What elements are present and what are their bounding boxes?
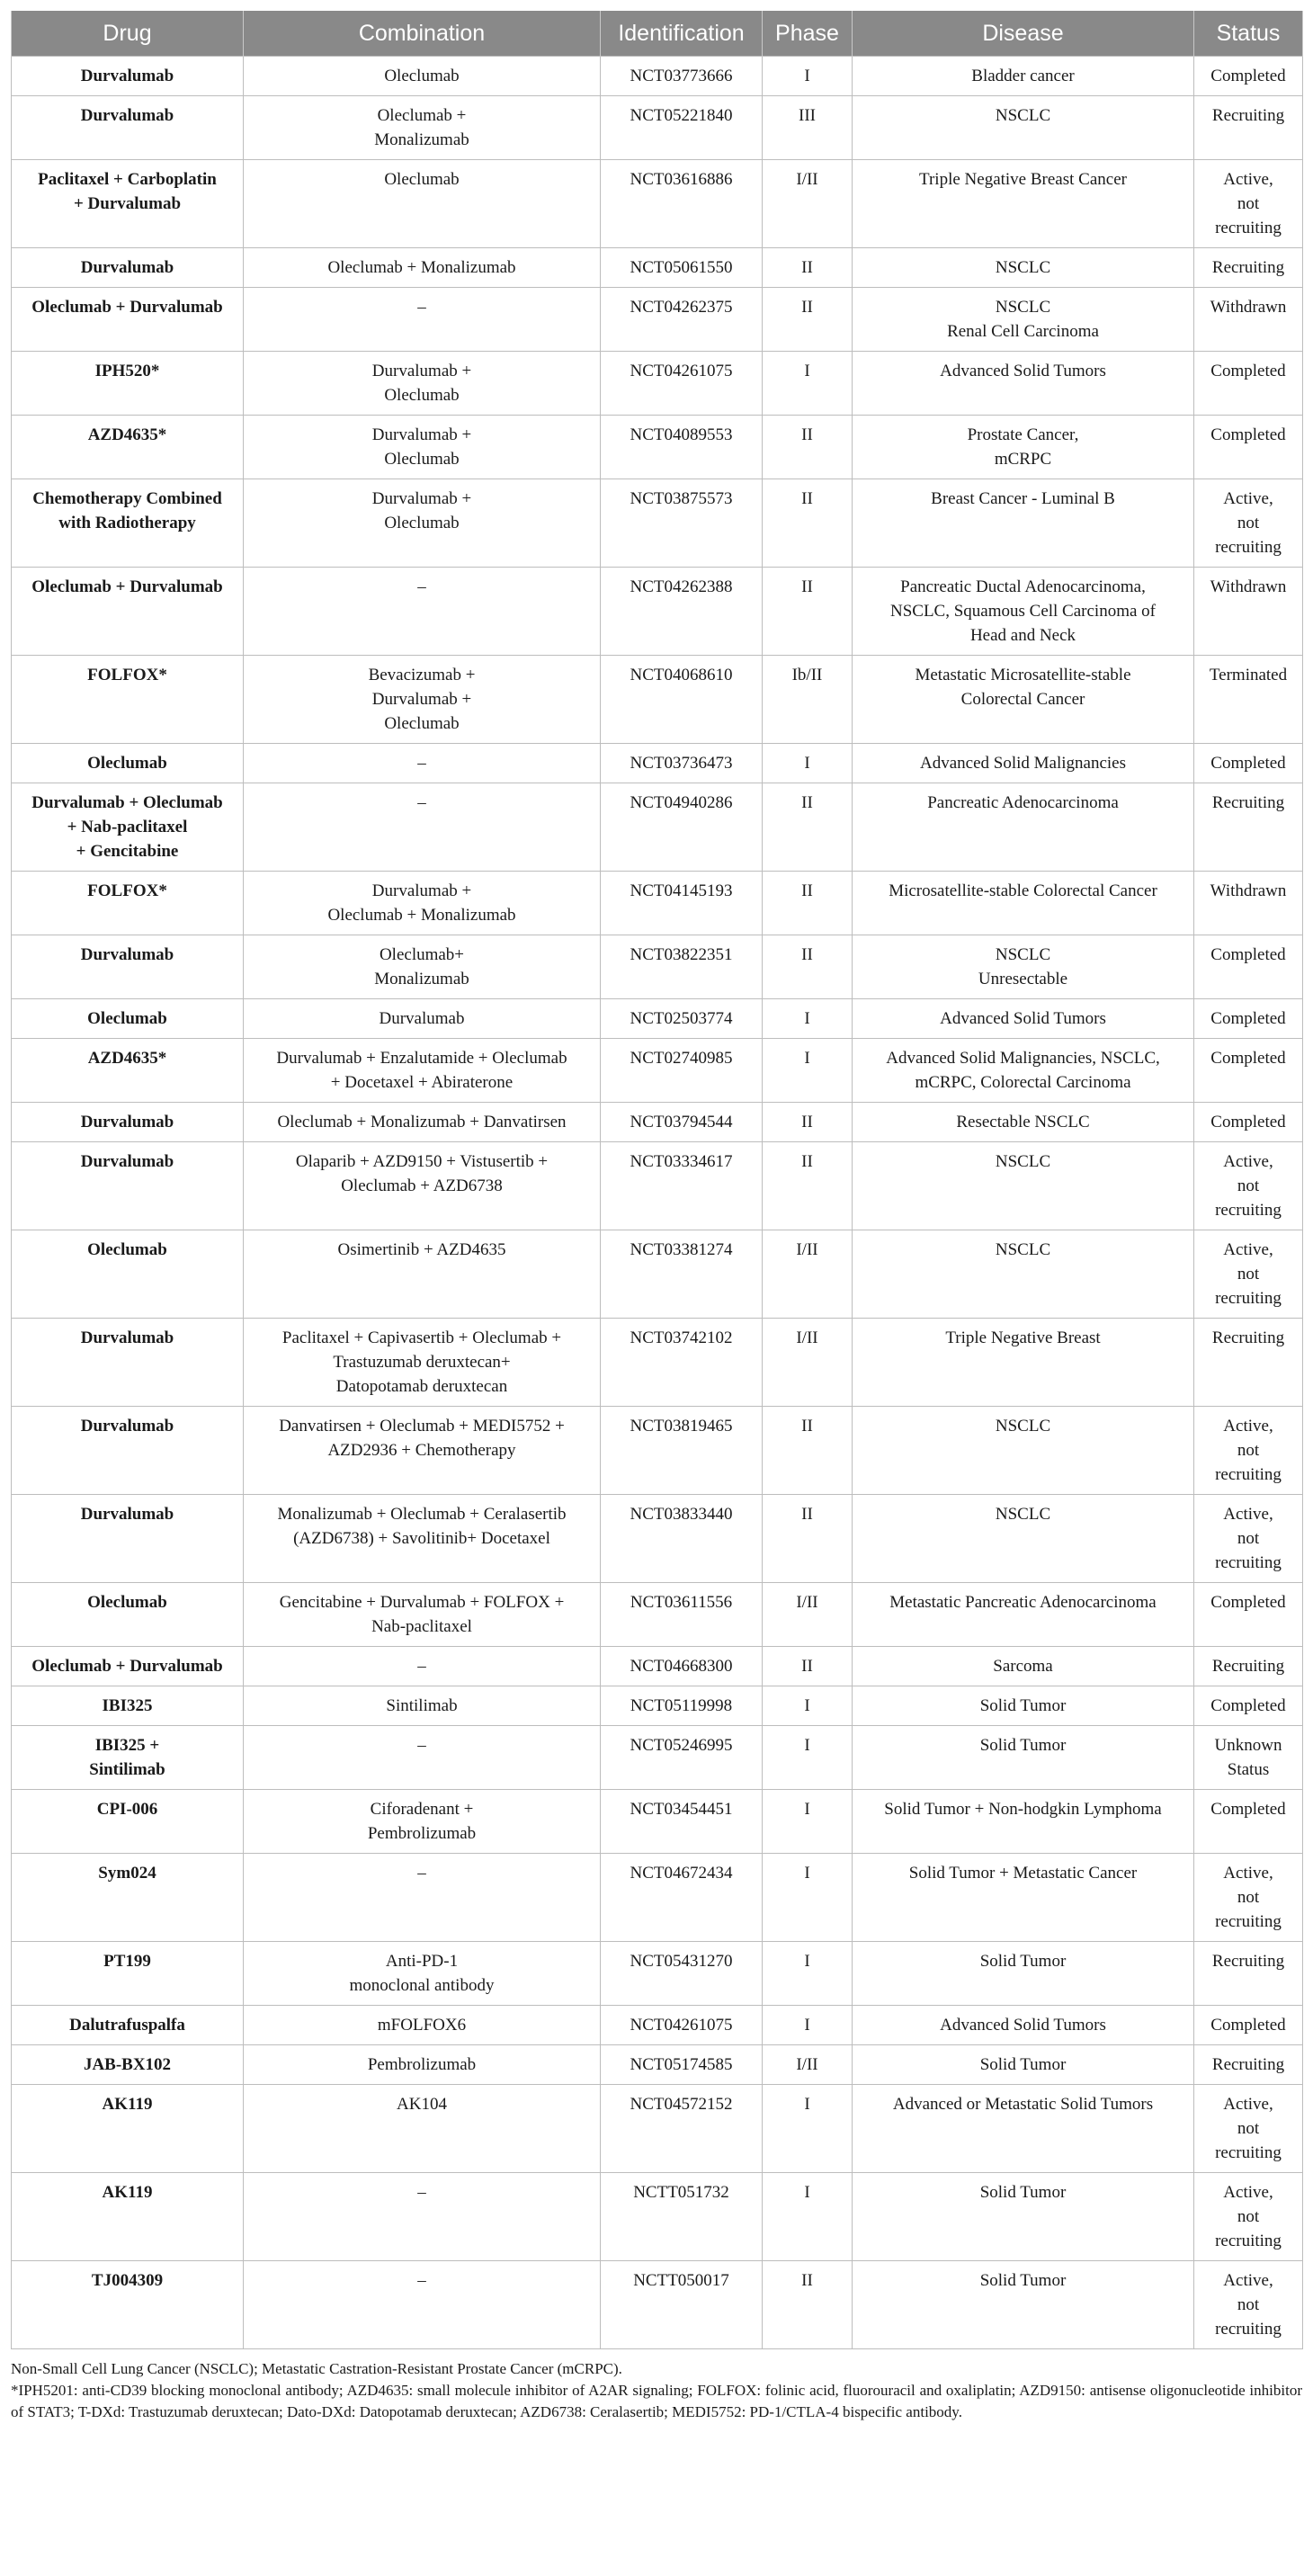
cell-drug: Durvalumab <box>12 1142 244 1230</box>
cell-status: Active, not recruiting <box>1194 160 1303 248</box>
table-row <box>12 1319 1303 1407</box>
column-header-disease: Disease <box>853 11 1194 57</box>
cell-identification: NCT04261075 <box>601 2006 763 2045</box>
cell-phase: II <box>763 1407 853 1495</box>
cell-drug: AZD4635* <box>12 1039 244 1103</box>
cell-drug: IBI325 + Sintilimab <box>12 1726 244 1790</box>
cell-status: Terminated <box>1194 656 1303 744</box>
cell-identification: NCT05061550 <box>601 248 763 288</box>
cell-combination: AK104 <box>244 2085 601 2173</box>
cell-drug: Durvalumab <box>12 96 244 160</box>
cell-combination: Durvalumab + Oleclumab + Monalizumab <box>244 872 601 935</box>
table-row <box>12 783 1303 872</box>
cell-drug: FOLFOX* <box>12 656 244 744</box>
cell-status: Completed <box>1194 352 1303 416</box>
cell-combination: – <box>244 288 601 352</box>
table-row <box>12 2173 1303 2261</box>
cell-identification: NCT03819465 <box>601 1407 763 1495</box>
table-row <box>12 352 1303 416</box>
cell-drug: Oleclumab + Durvalumab <box>12 1647 244 1686</box>
cell-phase: II <box>763 1142 853 1230</box>
cell-combination: Danvatirsen + Oleclumab + MEDI5752 + AZD2936 + Chemotherapy <box>244 1407 601 1495</box>
cell-disease: Advanced Solid Tumors <box>853 2006 1194 2045</box>
cell-drug: AZD4635* <box>12 416 244 479</box>
cell-disease: Microsatellite-stable Colorectal Cancer <box>853 872 1194 935</box>
cell-combination: Sintilimab <box>244 1686 601 1726</box>
cell-combination: Durvalumab + Oleclumab <box>244 479 601 568</box>
cell-disease: Advanced Solid Tumors <box>853 999 1194 1039</box>
cell-identification: NCT05431270 <box>601 1942 763 2006</box>
cell-disease: Metastatic Microsatellite-stable Colorectal Cancer <box>853 656 1194 744</box>
cell-phase: I <box>763 1942 853 2006</box>
cell-disease: Advanced Solid Malignancies <box>853 744 1194 783</box>
cell-phase: I/II <box>763 160 853 248</box>
table-row <box>12 96 1303 160</box>
column-header-identification: Identification <box>601 11 763 57</box>
table-row <box>12 2085 1303 2173</box>
cell-drug: Durvalumab <box>12 1103 244 1142</box>
cell-drug: Durvalumab <box>12 1495 244 1583</box>
cell-drug: FOLFOX* <box>12 872 244 935</box>
cell-combination: Durvalumab + Oleclumab <box>244 352 601 416</box>
cell-status: Active, not recruiting <box>1194 1230 1303 1319</box>
cell-status: Active, not recruiting <box>1194 2261 1303 2349</box>
cell-combination: – <box>244 2173 601 2261</box>
cell-combination: – <box>244 2261 601 2349</box>
cell-disease: NSCLC <box>853 1495 1194 1583</box>
cell-combination: Oleclumab + Monalizumab <box>244 248 601 288</box>
table-row <box>12 1726 1303 1790</box>
cell-combination: Osimertinib + AZD4635 <box>244 1230 601 1319</box>
cell-drug: IPH520* <box>12 352 244 416</box>
cell-status: Recruiting <box>1194 1942 1303 2006</box>
cell-drug: Oleclumab + Durvalumab <box>12 288 244 352</box>
table-row <box>12 416 1303 479</box>
table-row <box>12 2006 1303 2045</box>
cell-identification: NCTT050017 <box>601 2261 763 2349</box>
cell-status: Active, not recruiting <box>1194 479 1303 568</box>
footnote-definitions: *IPH5201: anti-CD39 blocking monoclonal antibody; AZD4635: small molecule inhibitor of A2AR signaling; FOLFOX: folinic acid, fluorouracil and oxaliplatin; AZD9150: antisense oligonucleotide inhibitor of STAT3; T-DXd: Trastuzumab deruxtecan; Dato-DXd: Datopotamab deruxtecan; AZD6738: Ceralasertib; MEDI5752: PD-1/CTLA-4 bispecific antibody. <box>11 2382 1302 2420</box>
cell-status: Recruiting <box>1194 96 1303 160</box>
cell-combination: – <box>244 568 601 656</box>
cell-drug: PT199 <box>12 1942 244 2006</box>
cell-identification: NCTT051732 <box>601 2173 763 2261</box>
cell-disease: Solid Tumor <box>853 1942 1194 2006</box>
cell-drug: Oleclumab + Durvalumab <box>12 568 244 656</box>
cell-disease: NSCLC <box>853 1230 1194 1319</box>
table-row <box>12 1854 1303 1942</box>
cell-status: Withdrawn <box>1194 568 1303 656</box>
cell-disease: NSCLC <box>853 1407 1194 1495</box>
cell-identification: NCT04262375 <box>601 288 763 352</box>
cell-phase: Ib/II <box>763 656 853 744</box>
cell-identification: NCT03794544 <box>601 1103 763 1142</box>
cell-identification: NCT03611556 <box>601 1583 763 1647</box>
cell-combination: Oleclumab <box>244 160 601 248</box>
cell-phase: I <box>763 57 853 96</box>
cell-identification: NCT03773666 <box>601 57 763 96</box>
cell-phase: I <box>763 1726 853 1790</box>
cell-combination: – <box>244 1647 601 1686</box>
table-header <box>12 11 1303 57</box>
cell-combination: Oleclumab <box>244 57 601 96</box>
cell-status: Active, not recruiting <box>1194 1854 1303 1942</box>
cell-drug: Durvalumab <box>12 57 244 96</box>
table-row <box>12 1407 1303 1495</box>
cell-phase: I <box>763 1854 853 1942</box>
cell-drug: AK119 <box>12 2173 244 2261</box>
cell-status: Recruiting <box>1194 1647 1303 1686</box>
clinical-trials-table <box>11 11 1303 2349</box>
cell-phase: II <box>763 568 853 656</box>
cell-identification: NCT04672434 <box>601 1854 763 1942</box>
cell-combination: – <box>244 1726 601 1790</box>
cell-status: Recruiting <box>1194 2045 1303 2085</box>
table-row <box>12 2261 1303 2349</box>
cell-drug: Chemotherapy Combined with Radiotherapy <box>12 479 244 568</box>
cell-status: Withdrawn <box>1194 872 1303 935</box>
cell-phase: II <box>763 1103 853 1142</box>
cell-drug: Durvalumab <box>12 935 244 999</box>
cell-phase: II <box>763 783 853 872</box>
cell-phase: II <box>763 1495 853 1583</box>
cell-disease: Solid Tumor <box>853 1686 1194 1726</box>
cell-drug: Dalutrafuspalfa <box>12 2006 244 2045</box>
cell-disease: NSCLC <box>853 96 1194 160</box>
cell-phase: I <box>763 2085 853 2173</box>
cell-combination: Oleclumab + Monalizumab + Danvatirsen <box>244 1103 601 1142</box>
cell-identification: NCT04262388 <box>601 568 763 656</box>
cell-phase: I/II <box>763 1583 853 1647</box>
cell-drug: Paclitaxel + Carboplatin + Durvalumab <box>12 160 244 248</box>
cell-status: Recruiting <box>1194 248 1303 288</box>
table-row <box>12 1142 1303 1230</box>
cell-identification: NCT03334617 <box>601 1142 763 1230</box>
cell-status: Active, not recruiting <box>1194 1495 1303 1583</box>
cell-combination: Durvalumab + Oleclumab <box>244 416 601 479</box>
cell-disease: Pancreatic Ductal Adenocarcinoma, NSCLC, Squamous Cell Carcinoma of Head and Neck <box>853 568 1194 656</box>
cell-drug: Durvalumab <box>12 248 244 288</box>
cell-phase: II <box>763 1647 853 1686</box>
cell-status: Completed <box>1194 935 1303 999</box>
table-row <box>12 1790 1303 1854</box>
cell-identification: NCT03822351 <box>601 935 763 999</box>
cell-combination: – <box>244 744 601 783</box>
cell-combination: – <box>244 783 601 872</box>
cell-phase: I/II <box>763 1319 853 1407</box>
cell-identification: NCT03616886 <box>601 160 763 248</box>
cell-combination: Durvalumab + Enzalutamide + Oleclumab + Docetaxel + Abiraterone <box>244 1039 601 1103</box>
cell-combination: Olaparib + AZD9150 + Vistusertib + Oleclumab + AZD6738 <box>244 1142 601 1230</box>
cell-phase: I/II <box>763 2045 853 2085</box>
cell-status: Completed <box>1194 1583 1303 1647</box>
cell-status: Completed <box>1194 744 1303 783</box>
cell-drug: CPI-006 <box>12 1790 244 1854</box>
table-row <box>12 160 1303 248</box>
cell-status: Completed <box>1194 2006 1303 2045</box>
cell-combination: – <box>244 1854 601 1942</box>
cell-disease: Pancreatic Adenocarcinoma <box>853 783 1194 872</box>
cell-phase: II <box>763 935 853 999</box>
cell-disease: Advanced or Metastatic Solid Tumors <box>853 2085 1194 2173</box>
table-row <box>12 1686 1303 1726</box>
table-row <box>12 1942 1303 2006</box>
cell-disease: Bladder cancer <box>853 57 1194 96</box>
cell-identification: NCT03736473 <box>601 744 763 783</box>
cell-phase: I/II <box>763 1230 853 1319</box>
cell-identification: NCT03454451 <box>601 1790 763 1854</box>
cell-identification: NCT03833440 <box>601 1495 763 1583</box>
cell-drug: Oleclumab <box>12 1230 244 1319</box>
cell-drug: Sym024 <box>12 1854 244 1942</box>
cell-identification: NCT03381274 <box>601 1230 763 1319</box>
cell-phase: I <box>763 352 853 416</box>
cell-disease: NSCLC <box>853 1142 1194 1230</box>
cell-status: Recruiting <box>1194 1319 1303 1407</box>
cell-status: Active, not recruiting <box>1194 1407 1303 1495</box>
cell-phase: I <box>763 2173 853 2261</box>
cell-drug: JAB-BX102 <box>12 2045 244 2085</box>
cell-status: Completed <box>1194 999 1303 1039</box>
header-row <box>12 11 1303 57</box>
table-row <box>12 1103 1303 1142</box>
cell-phase: I <box>763 1686 853 1726</box>
table-row <box>12 744 1303 783</box>
cell-disease: Sarcoma <box>853 1647 1194 1686</box>
cell-disease: Solid Tumor + Non-hodgkin Lymphoma <box>853 1790 1194 1854</box>
cell-identification: NCT02740985 <box>601 1039 763 1103</box>
column-header-combination: Combination <box>244 11 601 57</box>
cell-phase: III <box>763 96 853 160</box>
cell-disease: Prostate Cancer, mCRPC <box>853 416 1194 479</box>
cell-drug: Oleclumab <box>12 1583 244 1647</box>
cell-identification: NCT05174585 <box>601 2045 763 2085</box>
cell-combination: Anti-PD-1 monoclonal antibody <box>244 1942 601 2006</box>
cell-combination: Oleclumab + Monalizumab <box>244 96 601 160</box>
cell-phase: I <box>763 1790 853 1854</box>
table-row <box>12 248 1303 288</box>
cell-identification: NCT05246995 <box>601 1726 763 1790</box>
table-row <box>12 479 1303 568</box>
table-row <box>12 288 1303 352</box>
cell-disease: Solid Tumor + Metastatic Cancer <box>853 1854 1194 1942</box>
cell-disease: Triple Negative Breast <box>853 1319 1194 1407</box>
cell-drug: AK119 <box>12 2085 244 2173</box>
cell-disease: Solid Tumor <box>853 1726 1194 1790</box>
table-body <box>12 57 1303 2349</box>
table-row <box>12 1583 1303 1647</box>
cell-phase: II <box>763 872 853 935</box>
cell-disease: Triple Negative Breast Cancer <box>853 160 1194 248</box>
cell-status: Completed <box>1194 57 1303 96</box>
cell-combination: Gencitabine + Durvalumab + FOLFOX + Nab-paclitaxel <box>244 1583 601 1647</box>
table-row <box>12 2045 1303 2085</box>
cell-disease: Solid Tumor <box>853 2045 1194 2085</box>
cell-status: Active, not recruiting <box>1194 2173 1303 2261</box>
cell-identification: NCT04068610 <box>601 656 763 744</box>
table-row <box>12 1647 1303 1686</box>
cell-combination: Pembrolizumab <box>244 2045 601 2085</box>
cell-drug: Durvalumab <box>12 1319 244 1407</box>
cell-drug: Durvalumab + Oleclumab + Nab-paclitaxel + Gencitabine <box>12 783 244 872</box>
table-row <box>12 57 1303 96</box>
cell-phase: II <box>763 248 853 288</box>
cell-status: Unknown Status <box>1194 1726 1303 1790</box>
cell-identification: NCT04940286 <box>601 783 763 872</box>
cell-disease: Solid Tumor <box>853 2173 1194 2261</box>
cell-status: Active, not recruiting <box>1194 1142 1303 1230</box>
table-row <box>12 1230 1303 1319</box>
cell-phase: II <box>763 2261 853 2349</box>
cell-disease: NSCLC Unresectable <box>853 935 1194 999</box>
table-row <box>12 656 1303 744</box>
table-row <box>12 872 1303 935</box>
cell-disease: Breast Cancer - Luminal B <box>853 479 1194 568</box>
cell-drug: Oleclumab <box>12 999 244 1039</box>
cell-combination: Monalizumab + Oleclumab + Ceralasertib (AZD6738) + Savolitinib+ Docetaxel <box>244 1495 601 1583</box>
cell-drug: Durvalumab <box>12 1407 244 1495</box>
cell-combination: Paclitaxel + Capivasertib + Oleclumab + Trastuzumab deruxtecan+ Datopotamab deruxtecan <box>244 1319 601 1407</box>
cell-disease: Advanced Solid Malignancies, NSCLC, mCRPC, Colorectal Carcinoma <box>853 1039 1194 1103</box>
cell-combination: Oleclumab+ Monalizumab <box>244 935 601 999</box>
cell-disease: NSCLC Renal Cell Carcinoma <box>853 288 1194 352</box>
cell-identification: NCT04572152 <box>601 2085 763 2173</box>
cell-status: Completed <box>1194 1103 1303 1142</box>
cell-status: Completed <box>1194 1790 1303 1854</box>
table-footnotes <box>11 2358 1302 2423</box>
cell-identification: NCT04089553 <box>601 416 763 479</box>
cell-disease: NSCLC <box>853 248 1194 288</box>
column-header-phase: Phase <box>763 11 853 57</box>
cell-phase: II <box>763 416 853 479</box>
cell-drug: Oleclumab <box>12 744 244 783</box>
cell-status: Completed <box>1194 416 1303 479</box>
table-row <box>12 1495 1303 1583</box>
table-row <box>12 1039 1303 1103</box>
cell-disease: Solid Tumor <box>853 2261 1194 2349</box>
cell-identification: NCT02503774 <box>601 999 763 1039</box>
cell-identification: NCT05119998 <box>601 1686 763 1726</box>
cell-phase: I <box>763 999 853 1039</box>
cell-drug: TJ004309 <box>12 2261 244 2349</box>
table-row <box>12 935 1303 999</box>
table-row <box>12 999 1303 1039</box>
cell-combination: mFOLFOX6 <box>244 2006 601 2045</box>
column-header-drug: Drug <box>12 11 244 57</box>
cell-identification: NCT03875573 <box>601 479 763 568</box>
cell-phase: II <box>763 288 853 352</box>
cell-identification: NCT04261075 <box>601 352 763 416</box>
cell-phase: I <box>763 744 853 783</box>
cell-phase: I <box>763 2006 853 2045</box>
cell-status: Completed <box>1194 1686 1303 1726</box>
cell-status: Recruiting <box>1194 783 1303 872</box>
cell-disease: Advanced Solid Tumors <box>853 352 1194 416</box>
cell-combination: Durvalumab <box>244 999 601 1039</box>
column-header-status: Status <box>1194 11 1303 57</box>
cell-disease: Resectable NSCLC <box>853 1103 1194 1142</box>
table-row <box>12 568 1303 656</box>
cell-status: Active, not recruiting <box>1194 2085 1303 2173</box>
cell-phase: I <box>763 1039 853 1103</box>
footnote-abbreviations: Non-Small Cell Lung Cancer (NSCLC); Metastatic Castration-Resistant Prostate Cancer (mCRPC). <box>11 2360 622 2377</box>
cell-identification: NCT05221840 <box>601 96 763 160</box>
cell-identification: NCT03742102 <box>601 1319 763 1407</box>
cell-identification: NCT04668300 <box>601 1647 763 1686</box>
cell-status: Completed <box>1194 1039 1303 1103</box>
cell-phase: II <box>763 479 853 568</box>
cell-drug: IBI325 <box>12 1686 244 1726</box>
cell-combination: Ciforadenant + Pembrolizumab <box>244 1790 601 1854</box>
cell-disease: Metastatic Pancreatic Adenocarcinoma <box>853 1583 1194 1647</box>
cell-combination: Bevacizumab + Durvalumab + Oleclumab <box>244 656 601 744</box>
cell-status: Withdrawn <box>1194 288 1303 352</box>
table-wrapper <box>11 11 1302 2423</box>
cell-identification: NCT04145193 <box>601 872 763 935</box>
